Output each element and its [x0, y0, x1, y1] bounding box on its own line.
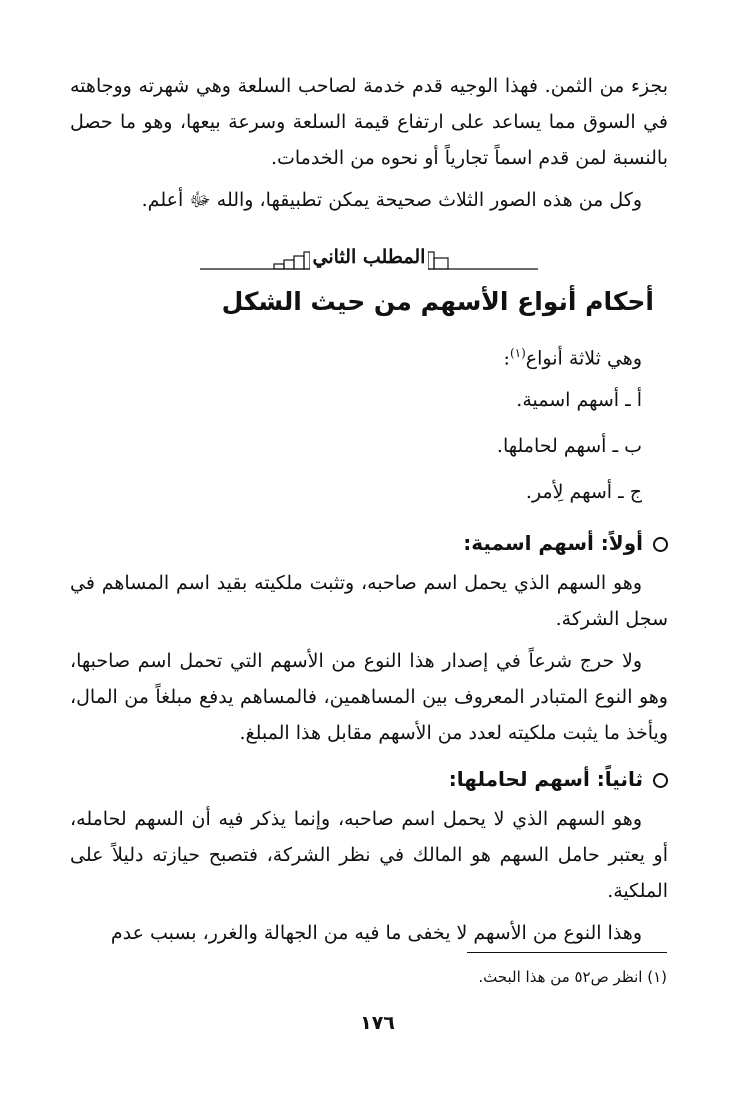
footnote: (١) انظر ص٥٢ من هذا البحث. — [478, 968, 667, 986]
paragraph: وهو السهم الذي لا يحمل اسم صاحبه، وإنما يذكر فيه أن السهم لحامله، أو يعتبر حامل السهم هو المالك في نظر الشركة، فتصبح حيازته دليلاً على الملكية. — [70, 808, 668, 903]
section-label — [70, 246, 668, 280]
page-body — [70, 68, 668, 951]
circle-bullet-icon — [653, 773, 668, 788]
footnote-divider — [467, 952, 667, 953]
list-item: ج ـ أسهم لِأمر. — [525, 481, 642, 504]
list-intro-suffix: : — [503, 347, 510, 370]
section-label-text: المطلب الثاني — [312, 246, 426, 268]
list-intro — [70, 334, 668, 377]
list-intro-text: وهي ثلاثة أنواع — [525, 347, 642, 370]
main-heading: أحكام أنواع الأسهم من حيث الشكل — [221, 287, 654, 316]
footnote-marker: (١) — [509, 346, 526, 360]
paragraph-conclusion: وكل من هذه الصور الثلاث صحيحة يمكن تطبيقها، والله ﷻ أعلم. — [141, 189, 642, 211]
list-item: أ ـ أسهم اسمية. — [516, 389, 642, 412]
circle-bullet-icon — [653, 537, 668, 552]
subheading-first-text: أولاً: أسهم اسمية: — [463, 531, 643, 556]
paragraph: وهو السهم الذي يحمل اسم صاحبه، وتثبت ملكيته بقيد اسم المساهم في سجل الشركة. — [70, 572, 668, 631]
subheading-second — [70, 757, 668, 801]
subheading-first — [70, 521, 668, 565]
paragraph-continuation: بجزء من الثمن. فهذا الوجيه قدم خدمة لصاحب السلعة وهي شهرته ووجاهته في السوق مما يساعد على ارتفاع قيمة السلعة وسرعة بيعها، وهو ما حصل بالنسبة لمن قدم اسماً تجارياً أو نحوه من الخدمات. — [70, 75, 668, 169]
ornament-left-icon — [200, 250, 310, 270]
page-number: ١٧٦ — [360, 1012, 395, 1034]
list-item: ب ـ أسهم لحاملها. — [496, 435, 642, 458]
ornament-right-icon — [428, 250, 538, 270]
paragraph: ولا حرج شرعاً في إصدار هذا النوع من الأسهم التي تحمل اسم صاحبها، وهو النوع المتبادر المعروف بين المساهمين، فالمساهم يدفع مبلغاً من المال، ويأخذ ما يثبت ملكيته لعدد من الأسهم مقابل هذا المبلغ. — [70, 650, 668, 745]
paragraph: وهذا النوع من الأسهم لا يخفى ما فيه من الجهالة والغرر، بسبب عدم — [110, 922, 642, 945]
subheading-second-text: ثانياً: أسهم لحاملها: — [448, 767, 643, 792]
